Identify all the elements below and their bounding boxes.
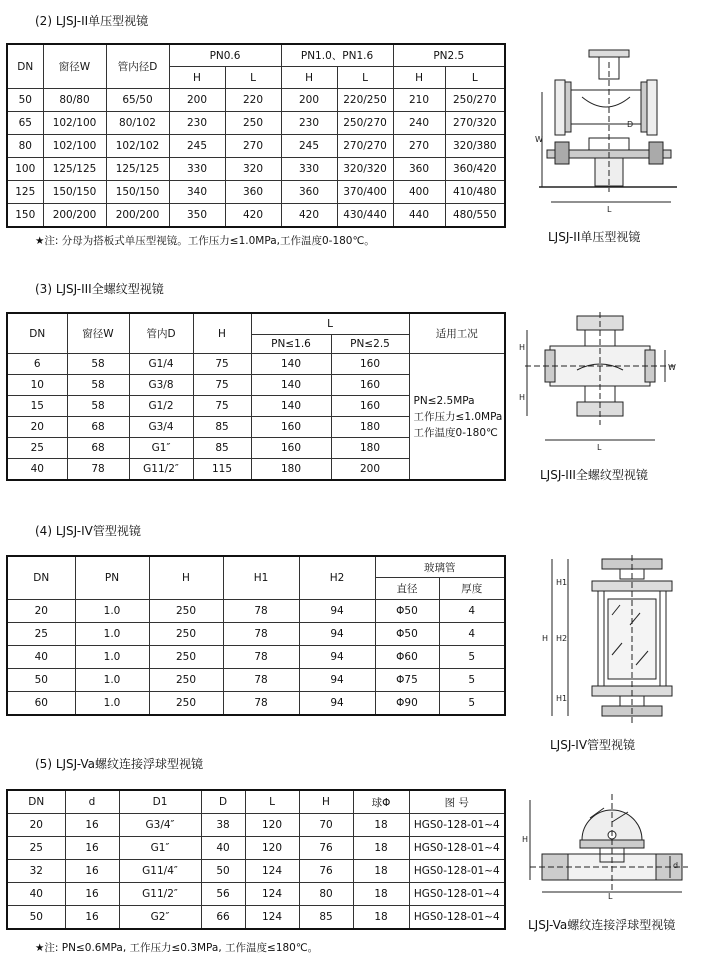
table-cell: 180 (251, 459, 331, 481)
table-cell: 150/150 (43, 181, 106, 204)
table-cell: 340 (169, 181, 225, 204)
ljsj-va-caption: LJSJ-Va螺纹连接浮球型视镜 (528, 918, 676, 932)
table-cell: 1.0 (75, 646, 149, 669)
table-cell: 75 (193, 375, 251, 396)
dim-label-h1-top: H1 (556, 578, 568, 587)
table-cell: 124 (245, 906, 299, 930)
table-cell: 245 (281, 135, 337, 158)
table-cell: 330 (169, 158, 225, 181)
dim-label-l: L (607, 205, 612, 214)
table-cell: 58 (67, 396, 129, 417)
column-header: 图 号 (409, 790, 505, 814)
dim-label-d: d (673, 861, 679, 870)
table-cell: 100 (7, 158, 43, 181)
table-cell: 38 (201, 814, 245, 837)
table-cell: HGS0-128-01~4 (409, 860, 505, 883)
table-cell: 50 (7, 906, 65, 930)
table-cell: 124 (245, 860, 299, 883)
table-row (7, 692, 505, 716)
table-cell: G11/2″ (129, 459, 193, 481)
table-cell: 125/125 (106, 158, 169, 181)
table-cell: 16 (65, 906, 119, 930)
table-cell: 80/80 (43, 89, 106, 112)
ljsj-iv-drawing (540, 555, 680, 730)
table-cell: 4 (439, 623, 505, 646)
header-pipe-inner-diameter: 管内径D (106, 44, 169, 89)
condition-line: 工作温度0-180℃ (413, 426, 498, 439)
table-cell: 75 (193, 354, 251, 375)
table-cell: 70 (299, 814, 353, 837)
table-row (7, 837, 505, 860)
column-header: D1 (119, 790, 201, 814)
column-header: L (245, 790, 299, 814)
table-cell: 20 (7, 814, 65, 837)
table-cell: 78 (223, 600, 299, 623)
table-cell: 350 (169, 204, 225, 228)
table-cell: 94 (299, 623, 375, 646)
table-row (7, 646, 505, 669)
table-ljsj-iv (6, 555, 506, 716)
table-cell: 16 (65, 883, 119, 906)
header-dn: DN (7, 313, 67, 354)
table-cell: 94 (299, 600, 375, 623)
table-cell: 330 (281, 158, 337, 181)
table-row (7, 354, 505, 375)
table-cell: 102/100 (43, 112, 106, 135)
table-cell: 480/550 (445, 204, 505, 228)
table-cell: 32 (7, 860, 65, 883)
table-cell: 420 (225, 204, 281, 228)
table-cell: 125 (7, 181, 43, 204)
table-row (7, 89, 505, 112)
table-row (7, 669, 505, 692)
table-cell: 210 (393, 89, 445, 112)
table-row (7, 204, 505, 228)
table-cell: 320/320 (337, 158, 393, 181)
table-cell: 250/270 (445, 89, 505, 112)
table-cell: 200 (281, 89, 337, 112)
table-cell: Φ50 (375, 623, 439, 646)
table-row (7, 906, 505, 930)
section-4-title: (4) LJSJ-IV管型视镜 (35, 524, 141, 538)
table-cell: 250 (149, 646, 223, 669)
table-cell: 20 (7, 600, 75, 623)
table-cell: G3/4″ (119, 814, 201, 837)
table-cell: 220 (225, 89, 281, 112)
table-cell: 270 (393, 135, 445, 158)
table-cell: 78 (67, 459, 129, 481)
column-header: H (299, 790, 353, 814)
table-cell: 78 (223, 692, 299, 716)
table-cell: 16 (65, 860, 119, 883)
table-cell: 60 (7, 692, 75, 716)
table-cell: G1″ (129, 438, 193, 459)
table-cell: 160 (331, 375, 409, 396)
table-cell: 160 (331, 354, 409, 375)
table-row (7, 623, 505, 646)
table-cell: 50 (201, 860, 245, 883)
table-cell: 1.0 (75, 692, 149, 716)
header-glass-tube: 玻璃管 (375, 556, 505, 578)
dim-label-h2: H2 (556, 634, 568, 643)
table-cell: 80/102 (106, 112, 169, 135)
table-cell: G3/4 (129, 417, 193, 438)
table-cell: 250 (149, 669, 223, 692)
table-cell: HGS0-128-01~4 (409, 837, 505, 860)
dim-label-l: L (597, 443, 602, 452)
table-cell: 245 (169, 135, 225, 158)
table-cell: 5 (439, 669, 505, 692)
table-cell: 4 (439, 600, 505, 623)
header-h2: H2 (299, 556, 375, 600)
table-cell: G2″ (119, 906, 201, 930)
ljsj-ii-drawing (537, 42, 687, 217)
table-cell: 25 (7, 623, 75, 646)
column-header: DN (7, 790, 65, 814)
table-cell: 320 (225, 158, 281, 181)
table-cell: 1.0 (75, 669, 149, 692)
dim-label-h1-bottom: H1 (556, 694, 568, 703)
table-row (7, 181, 505, 204)
table-cell: G11/2″ (119, 883, 201, 906)
table-cell: 15 (7, 396, 67, 417)
table-cell: 370/400 (337, 181, 393, 204)
table-cell: 58 (67, 375, 129, 396)
table-cell: 400 (393, 181, 445, 204)
table-cell: 40 (201, 837, 245, 860)
table-cell: 320/380 (445, 135, 505, 158)
sub-header: L (337, 67, 393, 89)
table-cell: 1.0 (75, 600, 149, 623)
table-ljsj-va (6, 789, 506, 930)
table-cell: 50 (7, 669, 75, 692)
table-cell: 18 (353, 837, 409, 860)
table-row (7, 860, 505, 883)
table-cell: 78 (223, 646, 299, 669)
table-cell: 18 (353, 906, 409, 930)
header-h1: H1 (223, 556, 299, 600)
header-pn06: PN0.6 (169, 44, 281, 67)
ljsj-ii-caption: LJSJ-II单压型视镜 (548, 230, 641, 244)
table-cell: Φ90 (375, 692, 439, 716)
ljsj-iv-caption: LJSJ-IV管型视镜 (550, 738, 636, 752)
table-cell: 40 (7, 459, 67, 481)
section-5-note: ★注: PN≤0.6MPa, 工作压力≤0.3MPa, 工作温度≤180℃。 (35, 942, 319, 954)
table-cell: 270/270 (337, 135, 393, 158)
column-header: D (201, 790, 245, 814)
table-cell: 140 (251, 354, 331, 375)
table-cell: 250 (225, 112, 281, 135)
table-cell: 16 (65, 814, 119, 837)
table-cell: 85 (299, 906, 353, 930)
table-row (7, 883, 505, 906)
table-cell: G1/4 (129, 354, 193, 375)
table-cell: 85 (193, 438, 251, 459)
table-cell: 78 (223, 669, 299, 692)
table-cell: 250 (149, 600, 223, 623)
sub-header: 直径 (375, 578, 439, 600)
table-cell: 78 (223, 623, 299, 646)
ljsj-va-drawing (520, 790, 690, 900)
table-cell: 68 (67, 417, 129, 438)
table-cell: 220/250 (337, 89, 393, 112)
table-ljsj-ii (6, 43, 506, 228)
ljsj-iii-caption: LJSJ-III全螺纹型视镜 (540, 468, 648, 482)
table-cell: 270/320 (445, 112, 505, 135)
table-cell: 200/200 (43, 204, 106, 228)
table-cell: 58 (67, 354, 129, 375)
table-cell: 250 (149, 623, 223, 646)
table-cell: 6 (7, 354, 67, 375)
table-cell: 250/270 (337, 112, 393, 135)
table-cell: 20 (7, 417, 67, 438)
table-cell: 160 (251, 438, 331, 459)
dim-label-h1: H (519, 343, 526, 352)
table-cell: 250 (149, 692, 223, 716)
sub-header: PN≤2.5 (331, 335, 409, 354)
table-cell: 25 (7, 837, 65, 860)
table-cell: G1/2 (129, 396, 193, 417)
table-cell: 240 (393, 112, 445, 135)
table-cell: 76 (299, 837, 353, 860)
table-cell: 16 (65, 837, 119, 860)
table-cell: 85 (193, 417, 251, 438)
section-5-title: (5) LJSJ-Va螺纹连接浮球型视镜 (35, 757, 204, 771)
table-cell: 80 (7, 135, 43, 158)
header-conditions: 适用工况 (409, 313, 505, 354)
table-cell: 94 (299, 692, 375, 716)
table-cell: 65/50 (106, 89, 169, 112)
header-dn: DN (7, 44, 43, 89)
dim-label-h: H (522, 835, 529, 844)
conditions-cell (409, 354, 505, 481)
table-cell: HGS0-128-01~4 (409, 883, 505, 906)
condition-line: PN≤2.5MPa (413, 394, 475, 407)
table-cell: 18 (353, 883, 409, 906)
dim-label-d: D (627, 120, 634, 129)
header-dn: DN (7, 556, 75, 600)
table-cell: 360 (225, 181, 281, 204)
table-cell: HGS0-128-01~4 (409, 906, 505, 930)
table-cell: 10 (7, 375, 67, 396)
table-cell: 430/440 (337, 204, 393, 228)
table-cell: 200 (169, 89, 225, 112)
table-cell: 140 (251, 396, 331, 417)
header-pn10-16: PN1.0、PN1.6 (281, 44, 393, 67)
header-h: H (149, 556, 223, 600)
table-row (7, 600, 505, 623)
ljsj-iii-drawing (515, 310, 685, 455)
table-cell: 50 (7, 89, 43, 112)
sub-header: H (393, 67, 445, 89)
table-cell: 40 (7, 646, 75, 669)
table-cell: 160 (331, 396, 409, 417)
table-cell: 25 (7, 438, 67, 459)
table-row (7, 112, 505, 135)
section-2-title: (2) LJSJ-II单压型视镜 (35, 14, 149, 28)
dim-label-h2: H (519, 393, 526, 402)
table-cell: 76 (299, 860, 353, 883)
dim-label-h: H (542, 634, 549, 643)
header-l: L (251, 313, 409, 335)
header-pn: PN (75, 556, 149, 600)
table-cell: Φ50 (375, 600, 439, 623)
table-cell: 150/150 (106, 181, 169, 204)
table-cell: 80 (299, 883, 353, 906)
table-cell: HGS0-128-01~4 (409, 814, 505, 837)
table-cell: 160 (251, 417, 331, 438)
section-2-note: ★注: 分母为搭板式单压型视镜。工作压力≤1.0MPa,工作温度0-180℃。 (35, 235, 375, 247)
table-cell: 120 (245, 814, 299, 837)
table-cell: 180 (331, 417, 409, 438)
table-cell: 18 (353, 860, 409, 883)
header-window-diameter: 窗径W (67, 313, 129, 354)
table-cell: 360 (281, 181, 337, 204)
table-cell: 56 (201, 883, 245, 906)
table-cell: 1.0 (75, 623, 149, 646)
dim-label-w: W (668, 363, 676, 372)
table-cell: 65 (7, 112, 43, 135)
table-cell: G3/8 (129, 375, 193, 396)
column-header: 球Φ (353, 790, 409, 814)
table-cell: 115 (193, 459, 251, 481)
table-cell: 270 (225, 135, 281, 158)
header-pipe-inner: 管内D (129, 313, 193, 354)
table-row (7, 814, 505, 837)
sub-header: PN≤1.6 (251, 335, 331, 354)
table-cell: 5 (439, 692, 505, 716)
dim-label-w: W (535, 135, 543, 144)
table-cell: 18 (353, 814, 409, 837)
sub-header: 厚度 (439, 578, 505, 600)
table-cell: 140 (251, 375, 331, 396)
table-cell: 40 (7, 883, 65, 906)
header-pn25: PN2.5 (393, 44, 505, 67)
table-cell: 230 (281, 112, 337, 135)
table-cell: 180 (331, 438, 409, 459)
table-cell: 150 (7, 204, 43, 228)
table-cell: 360 (393, 158, 445, 181)
table-cell: Φ75 (375, 669, 439, 692)
sub-header: L (225, 67, 281, 89)
condition-line: 工作压力≤1.0MPa (413, 410, 503, 423)
section-3-title: (3) LJSJ-III全螺纹型视镜 (35, 282, 164, 296)
table-cell: 68 (67, 438, 129, 459)
table-cell: 410/480 (445, 181, 505, 204)
column-header: d (65, 790, 119, 814)
table-cell: 120 (245, 837, 299, 860)
table-cell: 200/200 (106, 204, 169, 228)
table-cell: G1″ (119, 837, 201, 860)
header-h: H (193, 313, 251, 354)
table-cell: 440 (393, 204, 445, 228)
table-cell: 102/100 (43, 135, 106, 158)
table-ljsj-iii (6, 312, 506, 481)
table-cell: 200 (331, 459, 409, 481)
table-cell: G11/4″ (119, 860, 201, 883)
table-cell: 94 (299, 646, 375, 669)
table-cell: 5 (439, 646, 505, 669)
table-cell: 230 (169, 112, 225, 135)
table-cell: 94 (299, 669, 375, 692)
table-cell: 360/420 (445, 158, 505, 181)
sub-header: H (281, 67, 337, 89)
table-cell: 124 (245, 883, 299, 906)
table-cell: 102/102 (106, 135, 169, 158)
table-cell: 75 (193, 396, 251, 417)
dim-label-l: L (608, 892, 613, 901)
table-cell: 66 (201, 906, 245, 930)
table-row (7, 135, 505, 158)
table-cell: Φ60 (375, 646, 439, 669)
sub-header: H (169, 67, 225, 89)
table-row (7, 158, 505, 181)
table-cell: 420 (281, 204, 337, 228)
header-window-diameter: 窗径W (43, 44, 106, 89)
sub-header: L (445, 67, 505, 89)
table-cell: 125/125 (43, 158, 106, 181)
